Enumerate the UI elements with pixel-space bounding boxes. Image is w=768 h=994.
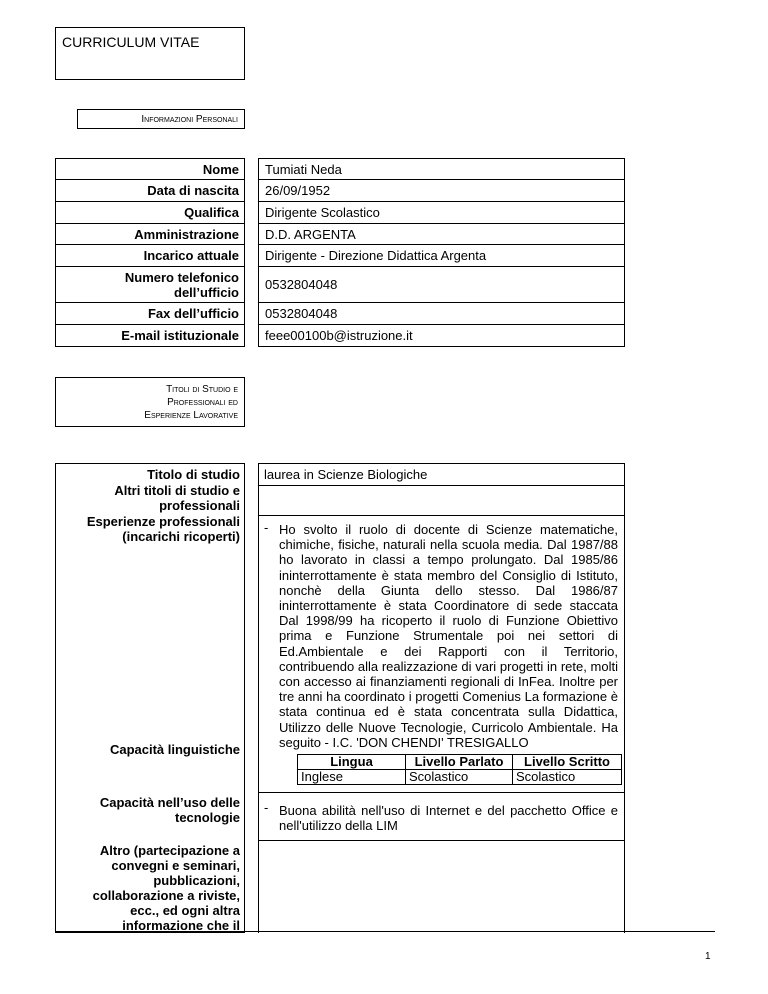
- header-livello-parlato: Livello Parlato: [406, 755, 513, 770]
- label-nome: Nome: [55, 158, 245, 180]
- label-capacita-linguistiche: Capacità linguistiche: [109, 742, 240, 757]
- value-email: feee00100b@istruzione.it: [258, 324, 625, 347]
- titoli-value-right-border: [624, 463, 625, 933]
- cell-livello-scritto: Scolastico: [513, 770, 622, 785]
- cell-lingua: Inglese: [298, 770, 406, 785]
- label-esperienze: Esperienze professionali (incarichi ricoperti): [86, 514, 240, 544]
- header-livello-scritto: Livello Scritto: [513, 755, 622, 770]
- label-amministrazione: Amministrazione: [55, 223, 245, 245]
- value-amministrazione: D.D. ARGENTA: [258, 223, 625, 245]
- cv-title-box: [55, 27, 245, 80]
- titoli-value-left-border: [258, 463, 259, 933]
- value-data-nascita: 26/09/1952: [258, 179, 625, 202]
- section-titoli-label: Titoli di Studio e Professionali ed Esperienze Lavorative: [55, 377, 245, 427]
- row-sep-2: [258, 515, 625, 516]
- row-sep-1: [258, 485, 625, 486]
- value-tecnologie: Buona abilità nell'uso di Internet e del pacchetto Office e nell'utilizzo della LIM: [279, 803, 618, 834]
- value-qualifica: Dirigente Scolastico: [258, 201, 625, 224]
- value-incarico-attuale: Dirigente - Direzione Didattica Argenta: [258, 244, 625, 267]
- language-table-row: [298, 770, 622, 785]
- page-number: 1: [705, 951, 711, 962]
- label-altri-titoli: Altri titoli di studio e professionali: [114, 483, 240, 513]
- label-qualifica: Qualifica: [55, 201, 245, 224]
- language-table-header: [298, 755, 622, 770]
- value-nome: Tumiati Neda: [258, 158, 625, 180]
- cell-livello-parlato: Scolastico: [406, 770, 513, 785]
- section-personal-label: Informazioni Personali: [77, 109, 245, 129]
- label-altro: Altro (partecipazione a convegni e seminari, pubblicazioni, collaborazione a riviste, ecc., ed ogni altra informazione che il: [92, 843, 240, 933]
- value-esperienze: Ho svolto il ruolo di docente di Scienze matematiche, chimiche, fisiche, naturali nella scuola media. Dal 1987/88 ho lavorato in classi a tempo prolungato. Dal 1985/86 ininterrottamente è stata membro del Consiglio di Istituto, nonchè della Giunta dello stesso. Dal 1986/87 ininterrottamente è stata Coordinatore di sede staccata Dal 1998/99 ha ricoperto il ruolo di Funzione Obiettivo prima e Funzione Strumentale poi nei settori di Ed.Ambientale e dei Rapporti con il Territorio, contribuendo alla realizzazione di vari progetti in rete, molti con accesso ai finanziamenti regionali di InFea. Inoltre per tre anni ha coordinato i progetti Comenius La formazione è stata continua ed è stata concentrata sulla Didattica, Utilizzo delle Nuove Tecnologie, Curricolo Ambientale. Ha seguito - I.C. 'DON CHENDI' TRESIGALLO: [279, 522, 618, 750]
- cv-title: CURRICULUM VITAE: [62, 34, 200, 50]
- value-numero-telefonico: 0532804048: [258, 266, 625, 303]
- esperienze-dash: -: [264, 520, 269, 535]
- row-sep-3: [258, 792, 625, 793]
- label-incarico-attuale: Incarico attuale: [55, 244, 245, 267]
- label-numero-telefonico: Numero telefonico dell’ufficio: [55, 266, 245, 303]
- value-titolo-studio: laurea in Scienze Biologiche: [264, 467, 428, 482]
- label-capacita-tecnologie: Capacità nell’uso delle tecnologie: [99, 795, 240, 825]
- label-email: E-mail istituzionale: [55, 324, 245, 347]
- header-lingua: Lingua: [298, 755, 406, 770]
- value-fax: 0532804048: [258, 302, 625, 325]
- tecnologie-dash: -: [264, 800, 269, 815]
- label-fax: Fax dell’ufficio: [55, 302, 245, 325]
- label-titolo-studio: Titolo di studio: [147, 467, 240, 482]
- row-sep-4: [258, 840, 625, 841]
- footer-rule: [55, 931, 715, 932]
- language-table: [297, 754, 622, 785]
- label-data-nascita: Data di nascita: [55, 179, 245, 202]
